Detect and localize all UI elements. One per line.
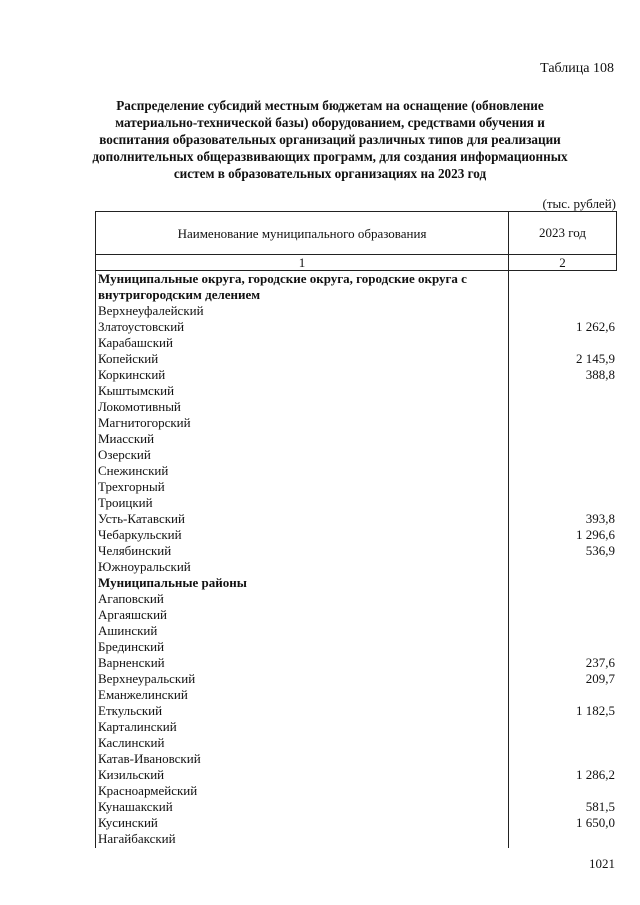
- municipality-name: Еткульский: [98, 703, 163, 718]
- municipality-name: Еманжелинский: [98, 687, 188, 702]
- subsidy-value: [508, 783, 617, 799]
- table-row: [96, 383, 617, 399]
- subsidy-value: 237,6: [585, 655, 615, 670]
- subsidy-value: 209,7: [585, 671, 615, 686]
- subsidy-value: [508, 751, 617, 767]
- subsidy-value: 1 296,6: [576, 527, 615, 542]
- subsidy-value: 581,5: [585, 799, 615, 814]
- table-row: [96, 799, 617, 815]
- subsidy-value: 1 650,0: [576, 815, 615, 830]
- subsidy-value: [508, 303, 617, 319]
- municipality-name: Локомотивный: [98, 399, 181, 414]
- table-row: [96, 655, 617, 671]
- subsidy-value: [508, 559, 617, 575]
- subsidy-value: [508, 719, 617, 735]
- municipality-name: Муниципальные округа, городские округа, городские округа с внутригородским делением: [98, 271, 467, 302]
- table-row: [96, 783, 617, 799]
- table-row: [96, 831, 617, 847]
- table-body: [95, 271, 617, 848]
- municipality-name: Коркинский: [98, 367, 166, 382]
- table-row: [96, 431, 617, 447]
- table-row: [96, 511, 617, 527]
- subsidy-value: [508, 623, 617, 639]
- municipality-name: Магнитогорский: [98, 415, 191, 430]
- municipality-name: Кыштымский: [98, 383, 175, 398]
- table-row: [96, 319, 617, 335]
- municipality-name: Троицкий: [98, 495, 153, 510]
- table-row: [96, 703, 617, 719]
- column-numbers: [95, 255, 617, 271]
- column-number-1: 1: [96, 255, 509, 270]
- municipality-name: Чебаркульский: [98, 527, 182, 542]
- table-row: [96, 815, 617, 831]
- subsidy-value: 393,8: [585, 511, 615, 526]
- municipality-name: Снежинский: [98, 463, 169, 478]
- section-row: [96, 271, 617, 303]
- municipality-name: Кизильский: [98, 767, 165, 782]
- municipality-name: Карталинский: [98, 719, 177, 734]
- subsidy-value: [508, 687, 617, 703]
- municipality-name: Муниципальные районы: [98, 575, 247, 590]
- subsidy-value: [508, 495, 617, 511]
- table-row: [96, 527, 617, 543]
- table-row: [96, 463, 617, 479]
- table-row: [96, 543, 617, 559]
- subsidy-value: [508, 271, 617, 303]
- table-row: [96, 735, 617, 751]
- municipality-name: Кусинский: [98, 815, 158, 830]
- table-row: [96, 767, 617, 783]
- subsidy-value: [508, 415, 617, 431]
- table-row: [96, 399, 617, 415]
- municipality-name: Челябинский: [98, 543, 172, 558]
- table-row: [96, 559, 617, 575]
- document-title: Распределение субсидий местным бюджетам на оснащение (обновление материально-технической базы) оборудованием, средствами обучения и воспитания образовательных организаций различных типов для реализации дополнительных общеразвивающих программ, для создания информационных систем в образовательных организациях на 2023 год: [92, 98, 568, 181]
- municipality-name: Копейский: [98, 351, 159, 366]
- municipality-name: Южноуральский: [98, 559, 191, 574]
- section-row: [96, 575, 617, 591]
- table-row: [96, 591, 617, 607]
- table-row: [96, 479, 617, 495]
- table-row: [96, 335, 617, 351]
- municipality-name: Озерский: [98, 447, 151, 462]
- table-row: [96, 303, 617, 319]
- subsidy-value: [508, 479, 617, 495]
- table-row: [96, 351, 617, 367]
- table-row: [96, 495, 617, 511]
- municipality-name: Усть-Катавский: [98, 511, 185, 526]
- municipality-name: Златоустовский: [98, 319, 185, 334]
- subsidy-value: [508, 607, 617, 623]
- table-row: [96, 719, 617, 735]
- municipality-name: Карабашский: [98, 335, 173, 350]
- page-number: 1021: [589, 856, 615, 871]
- subsidy-value: [508, 431, 617, 447]
- municipality-name: Верхнеуфалейский: [98, 303, 204, 318]
- municipality-name: Ашинский: [98, 623, 158, 638]
- municipality-name: Верхнеуральский: [98, 671, 196, 686]
- table-row: [96, 367, 617, 383]
- subsidy-value: [508, 463, 617, 479]
- subsidy-value: [508, 335, 617, 351]
- subsidy-value: [508, 575, 617, 591]
- municipality-name: Трехгорный: [98, 479, 165, 494]
- table-row: [96, 415, 617, 431]
- table-row: [96, 623, 617, 639]
- subsidy-value: [508, 399, 617, 415]
- table-header: [95, 211, 617, 255]
- header-year: 2023 год: [539, 225, 586, 240]
- subsidy-value: 388,8: [585, 367, 615, 382]
- table-row: [96, 639, 617, 655]
- municipality-name: Агаповский: [98, 591, 164, 606]
- table-row: [96, 751, 617, 767]
- subsidy-value: [508, 591, 617, 607]
- subsidy-value: 536,9: [585, 543, 615, 558]
- column-number-2: 2: [559, 255, 566, 270]
- header-municipality: Наименование муниципального образования: [96, 212, 509, 254]
- table-row: [96, 447, 617, 463]
- municipality-name: Нагайбакский: [98, 831, 176, 846]
- table-label: Таблица 108: [540, 61, 614, 76]
- table-row: [96, 671, 617, 687]
- table-row: [96, 687, 617, 703]
- subsidy-value: 2 145,9: [576, 351, 615, 366]
- municipality-name: Миасский: [98, 431, 155, 446]
- subsidy-value: 1 262,6: [576, 319, 615, 334]
- municipality-name: Кунашакский: [98, 799, 173, 814]
- municipality-name: Варненский: [98, 655, 165, 670]
- municipality-name: Каслинский: [98, 735, 165, 750]
- units-label: (тыс. рублей): [542, 196, 616, 211]
- municipality-name: Красноармейский: [98, 783, 198, 798]
- municipality-name: Катав-Ивановский: [98, 751, 201, 766]
- municipality-name: Брединский: [98, 639, 165, 654]
- subsidy-value: 1 182,5: [576, 703, 615, 718]
- municipality-name: Аргаяшский: [98, 607, 167, 622]
- table-row: [96, 607, 617, 623]
- subsidy-value: [508, 831, 617, 847]
- subsidy-value: [508, 639, 617, 655]
- subsidy-value: 1 286,2: [576, 767, 615, 782]
- subsidy-table: [95, 211, 617, 848]
- subsidy-value: [508, 735, 617, 751]
- subsidy-value: [508, 447, 617, 463]
- subsidy-value: [508, 383, 617, 399]
